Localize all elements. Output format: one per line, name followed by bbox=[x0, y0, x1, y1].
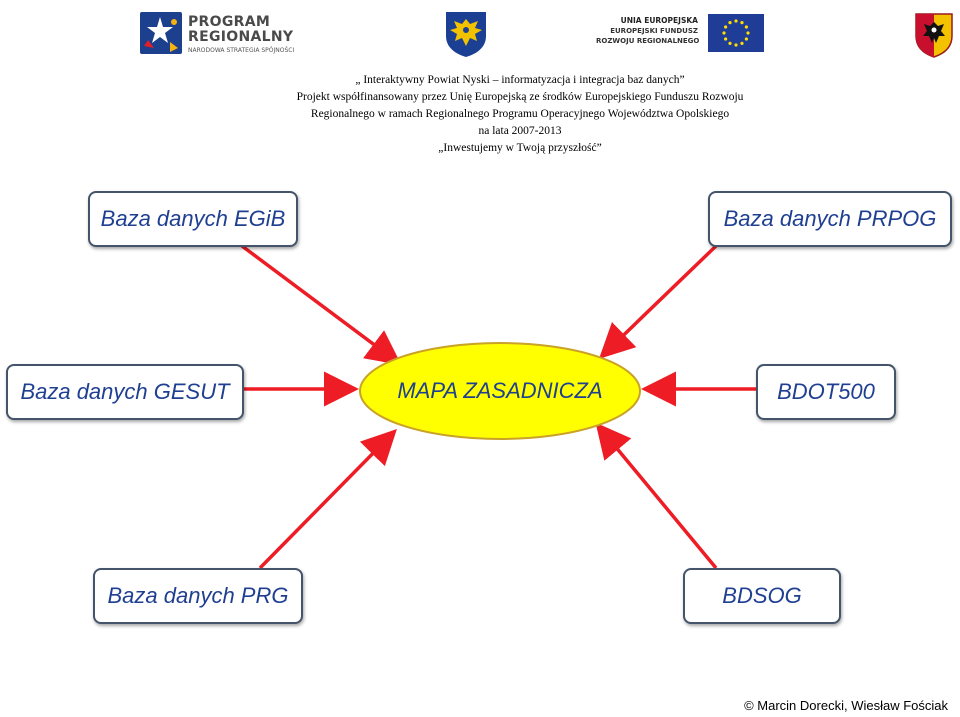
arrow-prg-to-center bbox=[260, 434, 392, 568]
copyright-footer: © Marcin Dorecki, Wiesław Fościak bbox=[744, 698, 948, 713]
header-line-4: na lata 2007-2013 bbox=[478, 125, 562, 137]
program-regionalny-title-2: REGIONALNY bbox=[188, 29, 294, 45]
node-bdot500: BDOT500 bbox=[756, 364, 896, 420]
node-baza-gesut: Baza danych GESUT bbox=[6, 364, 244, 420]
node-baza-prpog: Baza danych PRPOG bbox=[708, 191, 952, 247]
arrow-prpog-to-center bbox=[604, 246, 716, 354]
header-line-2: Projekt współfinansowany przez Unię Europejską ze środków Europejskiego Funduszu Rozwoju bbox=[296, 91, 744, 103]
eu-logo-line-1: UNIA EUROPEJSKA bbox=[620, 16, 698, 25]
eu-logo-line-2: EUROPEJSKI FUNDUSZ bbox=[610, 27, 698, 35]
node-bdsog: BDSOG bbox=[683, 568, 841, 624]
center-node-label: MAPA ZASADNICZA bbox=[397, 378, 603, 403]
node-baza-egib: Baza danych EGiB bbox=[88, 191, 298, 247]
program-regionalny-title-1: PROGRAM bbox=[188, 14, 271, 30]
program-regionalny-subtitle: NARODOWA STRATEGIA SPÓJNOŚCI bbox=[188, 47, 295, 54]
header-line-1: „ Interaktywny Powiat Nyski – informatyzacja i integracja baz danych” bbox=[355, 74, 685, 86]
arrow-bdsog-to-center bbox=[600, 428, 716, 568]
eu-logo-line-3: ROZWOJU REGIONALNEGO bbox=[596, 37, 700, 45]
header-line-3: Regionalnego w ramach Regionalnego Programu Operacyjnego Województwa Opolskiego bbox=[310, 108, 730, 120]
header-line-5: „Inwestujemy w Twoją przyszłość” bbox=[438, 142, 602, 154]
node-baza-prg: Baza danych PRG bbox=[93, 568, 303, 624]
